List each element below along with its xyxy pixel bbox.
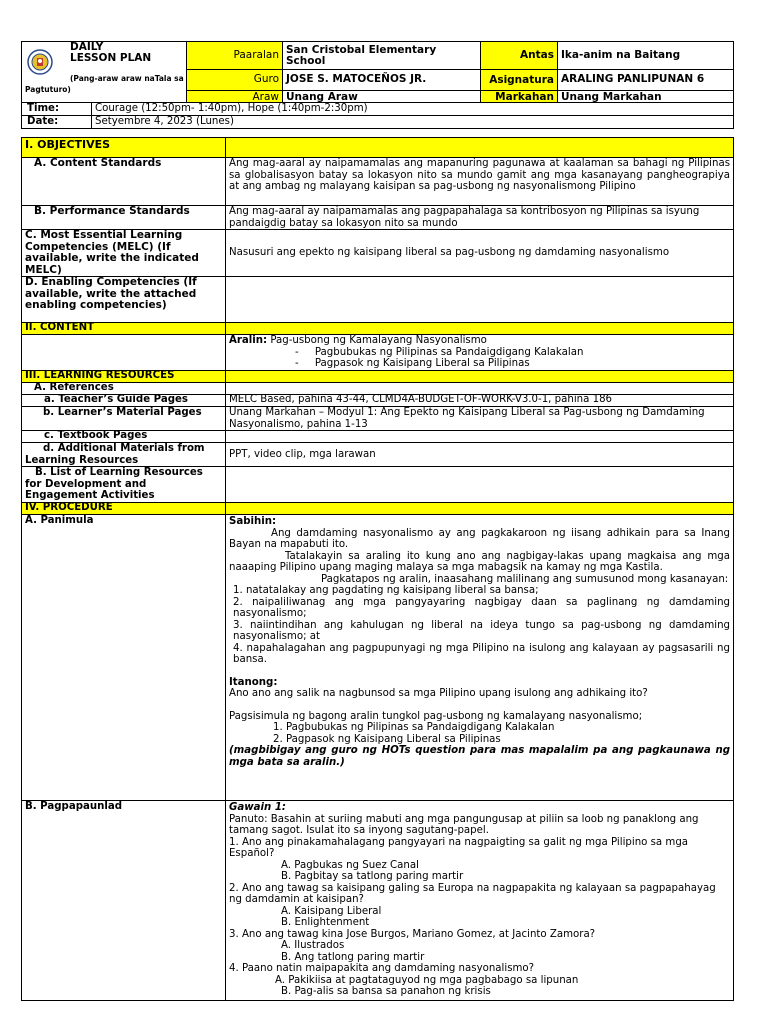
quiz-q2: 2. Ano ang tawag sa kaisipang galing sa Europa na nagpapakita ng kalayaan sa pagpapahayag ng damdamin at kaisipan? (229, 882, 716, 905)
tg-label: a. Teacher’s Guide Pages (22, 395, 226, 407)
pagpapaunlad-label: B. Pagpapaunlad (22, 801, 226, 1001)
quiz-q3-b: B. Ang tatlong paring martir (281, 951, 425, 963)
araw-label: Araw (187, 91, 283, 103)
time-label: Time: (22, 103, 92, 116)
time-value: Courage (12:50pm- 1:40pm), Hope (1:40pm-2:30pm) (92, 103, 734, 116)
date-value: Setyembre 4, 2023 (Lunes) (92, 116, 734, 129)
quiz-q3: 3. Ano ang tawag kina Jose Burgos, Mariano Gomez, at Jacinto Zamora? (229, 928, 596, 940)
antas-label: Antas (481, 42, 558, 70)
quiz-q1: 1. Ano ang pinakamahalagang pangyayari na nagpaigting sa galit ng mga Pilipino sa mga Español? (229, 836, 689, 859)
skill-1: 1. natatalakay ang pagdating ng kaisipang liberal sa bansa; (233, 585, 539, 596)
lm-label: b. Learner’s Material Pages (22, 407, 226, 431)
title-daily: DAILY (70, 41, 104, 53)
resources-title: III. LEARNING RESOURCES (22, 371, 226, 383)
aralin-value: Pag-usbong ng Kamalayang Nasyonalismo (270, 335, 487, 346)
additional-materials-value: PPT, video clip, mga larawan (226, 443, 734, 467)
header-table (21, 41, 734, 103)
list-resources-label: B. List of Learning Resources for Development and Engagement Activities (22, 467, 226, 503)
title-sub1: (Pang-araw araw naTala sa (70, 74, 184, 83)
procedure-title: IV. PROCEDURE (22, 503, 226, 515)
guro-label: Guro (187, 70, 283, 91)
quiz-q4: 4. Paano natin maipapakita ang damdaming nasyonalismo? (229, 963, 535, 974)
panuto-text: Panuto: Basahin at suriing mabuti ang mga pangungusap at piliin sa loob ng panaklong ang tamang sagot. Isulat ito sa inyong sagutang-papel. (229, 813, 699, 836)
hots-note: (magbibigay ang guro ng HOTs question para mas mapalalim pa ang pagkaunawa ng mga bata sa aralin.) (229, 745, 730, 768)
markahan-label: Markahan (481, 91, 558, 103)
textbook-label: c. Textbook Pages (22, 431, 226, 443)
panimula-label: A. Panimula (22, 515, 226, 801)
melc-value: Nasusuri ang epekto ng kaisipang liberal sa pag-usbong ng damdaming nasyonalismo (226, 230, 734, 277)
skill-4: 4. napahalagahan ang pagpupunyagi ng mga Pilipino na isulong ang kalayaan ay pagsasarili ng bansa. (233, 642, 730, 665)
antas-value: Ika-anim na Baitang (558, 42, 734, 70)
title-sub2: Pagtuturo) (25, 85, 71, 94)
header-title-cell (22, 42, 187, 103)
additional-materials-label: d. Additional Materials from Learning Resources (22, 443, 226, 467)
aralin-item-1: Pagbubukas ng Pilipinas sa Pandaigdigang Kalakalan (314, 346, 584, 358)
itanong-question: Ano ano ang salik na nagbunsod sa mga Pilipino upang isulong ang adhikaing ito? (229, 688, 648, 699)
lm-value: Unang Markahan – Modyul 1: Ang Epekto ng Kaisipang Liberal sa Pag-usbong ng Damdaming Nasyonalismo, pahina 1-13 (226, 407, 734, 431)
objectives-row (22, 138, 734, 158)
references-label: A. References (22, 383, 226, 395)
gawain-label: Gawain 1: (229, 802, 286, 813)
sabihin-label: Sabihin: (229, 516, 277, 527)
araw-value: Unang Araw (283, 91, 481, 103)
panimula-p2: Tatalakayin sa araling ito kung ano ang nagbigay-lakas upang magkaisa ang mga naaaping Pilipino upang maging malaya sa mga mabagsik na kamay ng mga Kastila. (229, 550, 730, 573)
content-aralin: Aralin: Pag-usbong ng Kamalayang Nasyonalismo - Pagbubukas ng Pilipinas sa Pandaigdigang Kalakalan - Pagpasok ng Kaisipang Liberal sa Pilipinas (226, 335, 734, 371)
content-standards-label: A. Content Standards (22, 158, 226, 206)
title-lesson-plan: LESSON PLAN (70, 52, 152, 64)
enabling-label: D. Enabling Competencies (If available, write the attached enabling competencies) (22, 277, 226, 323)
aralin-item-2: Pagpasok ng Kaisipang Liberal sa Pilipinas (314, 358, 530, 369)
panimula-content (226, 515, 734, 801)
paaralan-value: San Cristobal Elementary School (283, 42, 481, 70)
quiz-q1-b: B. Pagbitay sa tatlong paring martir (281, 871, 464, 882)
content-title: II. CONTENT (22, 323, 226, 335)
quiz-q2-a: A. Kaisipang Liberal (281, 905, 382, 917)
pagpapaunlad-content (226, 801, 734, 1001)
panimula-p3: Pagkatapos ng aralin, inaasahang malilinang ang sumusunod mong kasanayan: (321, 573, 729, 585)
panimula-p1: Ang damdaming nasyonalismo ay ang pagkakaroon ng iisang adhikain para sa Inang Bayan na mapabuti ito. (229, 527, 730, 550)
markahan-value: Unang Markahan (558, 91, 734, 103)
quiz-q4-b: B. Pag-alis sa bansa sa panahon ng krisis (281, 986, 491, 997)
pagsisimula-text: Pagsisimula ng bagong aralin tungkol pag-usbong ng kamalayang nasyonalismo; (229, 710, 643, 722)
content-standards-value: Ang mag-aaral ay naipamamalas ang mapanuring pagunawa at kaalaman sa bahagi ng Pilipinas sa globalisasyon batay sa lokasyon nito sa mundo gamit ang mga kasanayang pangheograpiya at ang ambag ng malayang kaisipan sa pag-usbong ng nasyonalismong Pilipino (226, 158, 734, 206)
performance-standards-label: B. Performance Standards (22, 206, 226, 230)
performance-standards-value: Ang mag-aaral ay naipamamalas ang pagpapahalaga sa kontribosyon ng Pilipinas sa isyung pandaigdig batay sa lokasyon nito sa mundo (226, 206, 734, 230)
deped-seal-icon (27, 49, 53, 75)
time-date-table (21, 102, 734, 129)
quiz-q1-a: A. Pagbukas ng Suez Canal (281, 859, 419, 871)
quiz-q2-b: B. Enlightenment (281, 917, 370, 928)
skill-2: 2. naipaliliwanag ang mga pangyayaring nagbigay daan sa paglinang ng damdaming nasyonalismo; (233, 596, 730, 619)
asignatura-label: Asignatura (481, 70, 558, 91)
quiz-q3-a: A. Ilustrados (281, 940, 345, 951)
tg-value: MELC Based, pahina 43-44, CLMD4A-BUDGET-OF-WORK-V3.0-1, pahina 186 (226, 395, 734, 407)
quiz-q4-a: A. Pakikiisa at pagtataguyod ng mga pagbabago sa lipunan (275, 974, 579, 986)
itanong-label: Itanong: (229, 676, 278, 688)
skill-3: 3. naiintindihan ang kahulugan ng liberal na ideya tungo sa pag-usbong ng damdaming nasyonalismo; at (233, 619, 730, 642)
main-table (21, 137, 734, 1001)
objectives-title: I. OBJECTIVES (22, 138, 226, 158)
melc-label: C. Most Essential Learning Competencies (MELC) (If available, write the indicated MELC) (22, 230, 226, 277)
topic-2: 2. Pagpasok ng Kaisipang Liberal sa Pilipinas (273, 733, 501, 745)
asignatura-value: ARALING PANLIPUNAN 6 (558, 70, 734, 91)
guro-value: JOSE S. MATOCEÑOS JR. (283, 70, 481, 91)
topic-1: 1. Pagbubukas ng Pilipinas sa Pandaigdigang Kalakalan (273, 722, 555, 733)
paaralan-label: Paaralan (187, 42, 283, 70)
date-label: Date: (22, 116, 92, 129)
